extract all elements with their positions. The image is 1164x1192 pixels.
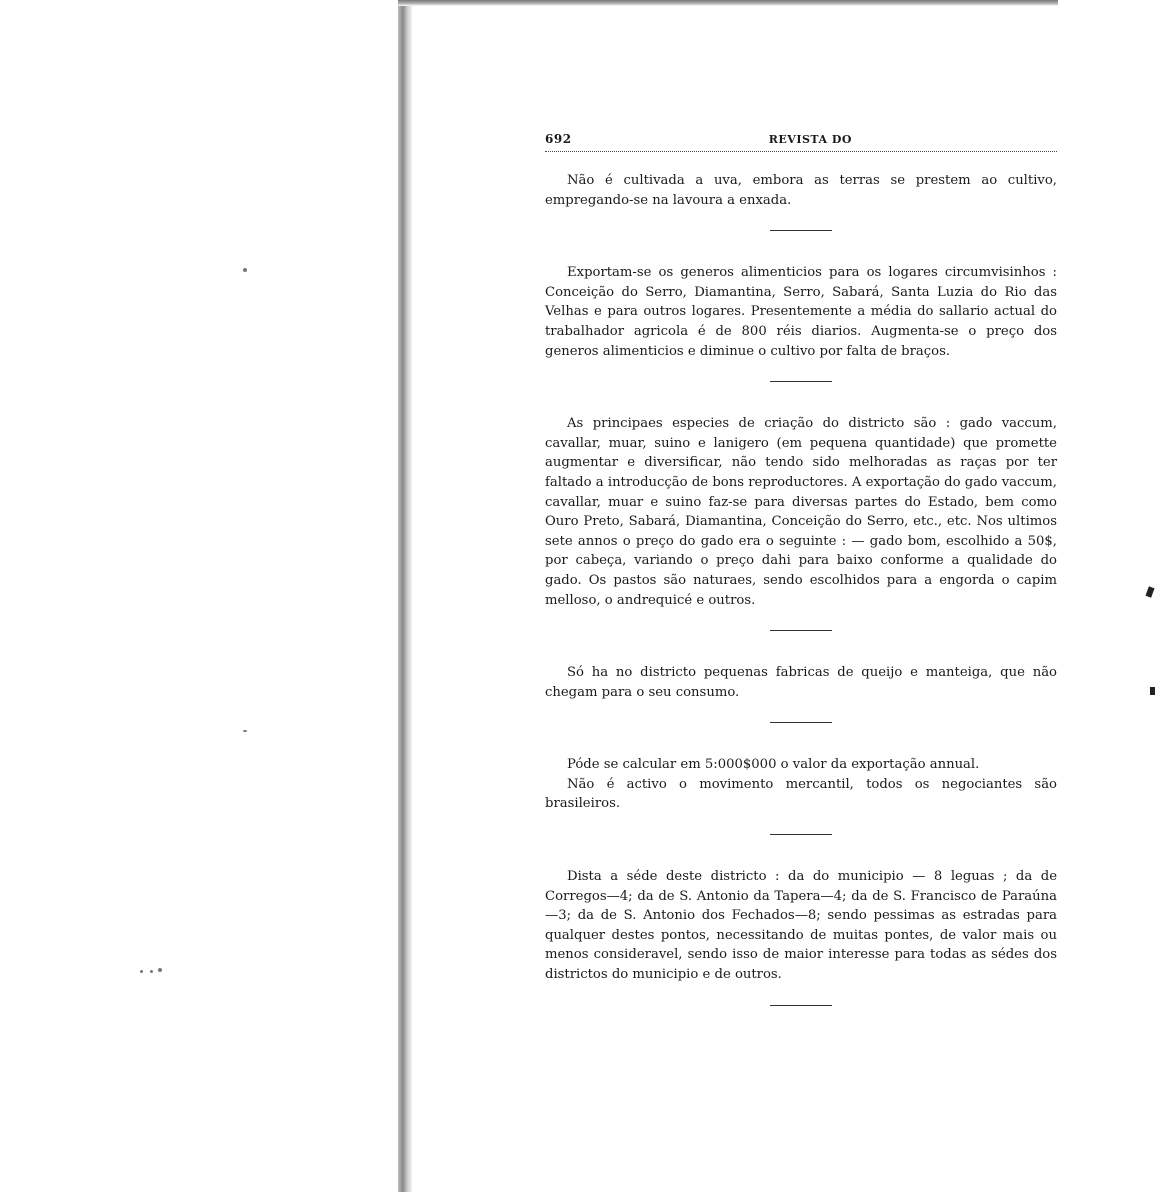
section-separator [770, 722, 832, 723]
paragraph-grapes: Não é cultivada a uva, embora as terras se prestem ao cultivo, empregando-se na lavoura a enxada. [545, 173, 1057, 208]
paragraph-export-value: Póde se calcular em 5:000$000 o valor da exportação annual. [567, 757, 980, 773]
section-separator [770, 630, 832, 631]
speck [150, 970, 153, 973]
section-separator [770, 834, 832, 835]
running-title: REVISTA DO [768, 133, 852, 146]
paragraph-distances: Dista a séde deste districto : da do municipio — 8 leguas ; da de Corregos—4; da de S. Antonio da Tapera—4; da de S. Francisco de Paraúna—3; da de S. Antonio dos Fechados—8; sendo pessimas as estradas para qualquer destes pontos, necessitando de muitas pontes, de valor mais ou menos consideravel, sendo isso de maior interesse para todas as sédes dos districtos do municipio e de outros. [545, 869, 1057, 983]
book-gutter [398, 0, 412, 1192]
speck [243, 268, 247, 272]
section-separator [770, 381, 832, 382]
edge-mark [1145, 586, 1154, 597]
edge-mark [1150, 687, 1155, 695]
section-separator [770, 230, 832, 231]
paragraph-livestock: As principaes especies de criação do districto são : gado vaccum, cavallar, muar, suino e lanigero (em pequena quantidade) que promette augmentar e diversificar, não tendo sido melhoradas as raças por ter faltado a introducção de bons reproductores. A exportação do gado vaccum, cavallar, muar e suino faz-se para diversas partes do Estado, bem como Ouro Preto, Sabará, Diamantina, Conceição do Serro, etc., etc. Nos ultimos sete annos o preço do gado era o seguinte : — gado bom, escolhido a 50$, por cabeça, variando o preço dahi para baixo conforme a qualidade do gado. Os pastos são naturaes, sendo escolhidos para a engorda o capim melloso, o andrequicé e outros. [545, 416, 1057, 608]
speck [158, 968, 162, 972]
page-top-edge [398, 0, 1058, 6]
paragraph-exports: Exportam-se os generos alimenticios para os logares circumvisinhos : Conceição do Serro, Diamantina, Serro, Sabará, Santa Luzia do Rio das Velhas e para outros logares. Presentemente a média do sallario actual do trabalhador agricola é de 800 réis diarios. Augmenta-se o preço dos generos alimenticios e diminue o cultivo por falta de braços. [545, 265, 1057, 359]
paragraph-commerce: Não é activo o movimento mercantil, todos os negociantes são brasileiros. [545, 776, 1057, 812]
left-margin [0, 0, 398, 1192]
section-separator [770, 1005, 832, 1006]
page-content [545, 132, 1057, 1006]
running-header [545, 132, 1057, 152]
speck [243, 730, 247, 732]
page-number: 692 [545, 132, 572, 146]
speck [140, 970, 143, 973]
paragraph-factories: Só ha no districto pequenas fabricas de queijo e manteiga, que não chegam para o seu consumo. [545, 665, 1057, 700]
